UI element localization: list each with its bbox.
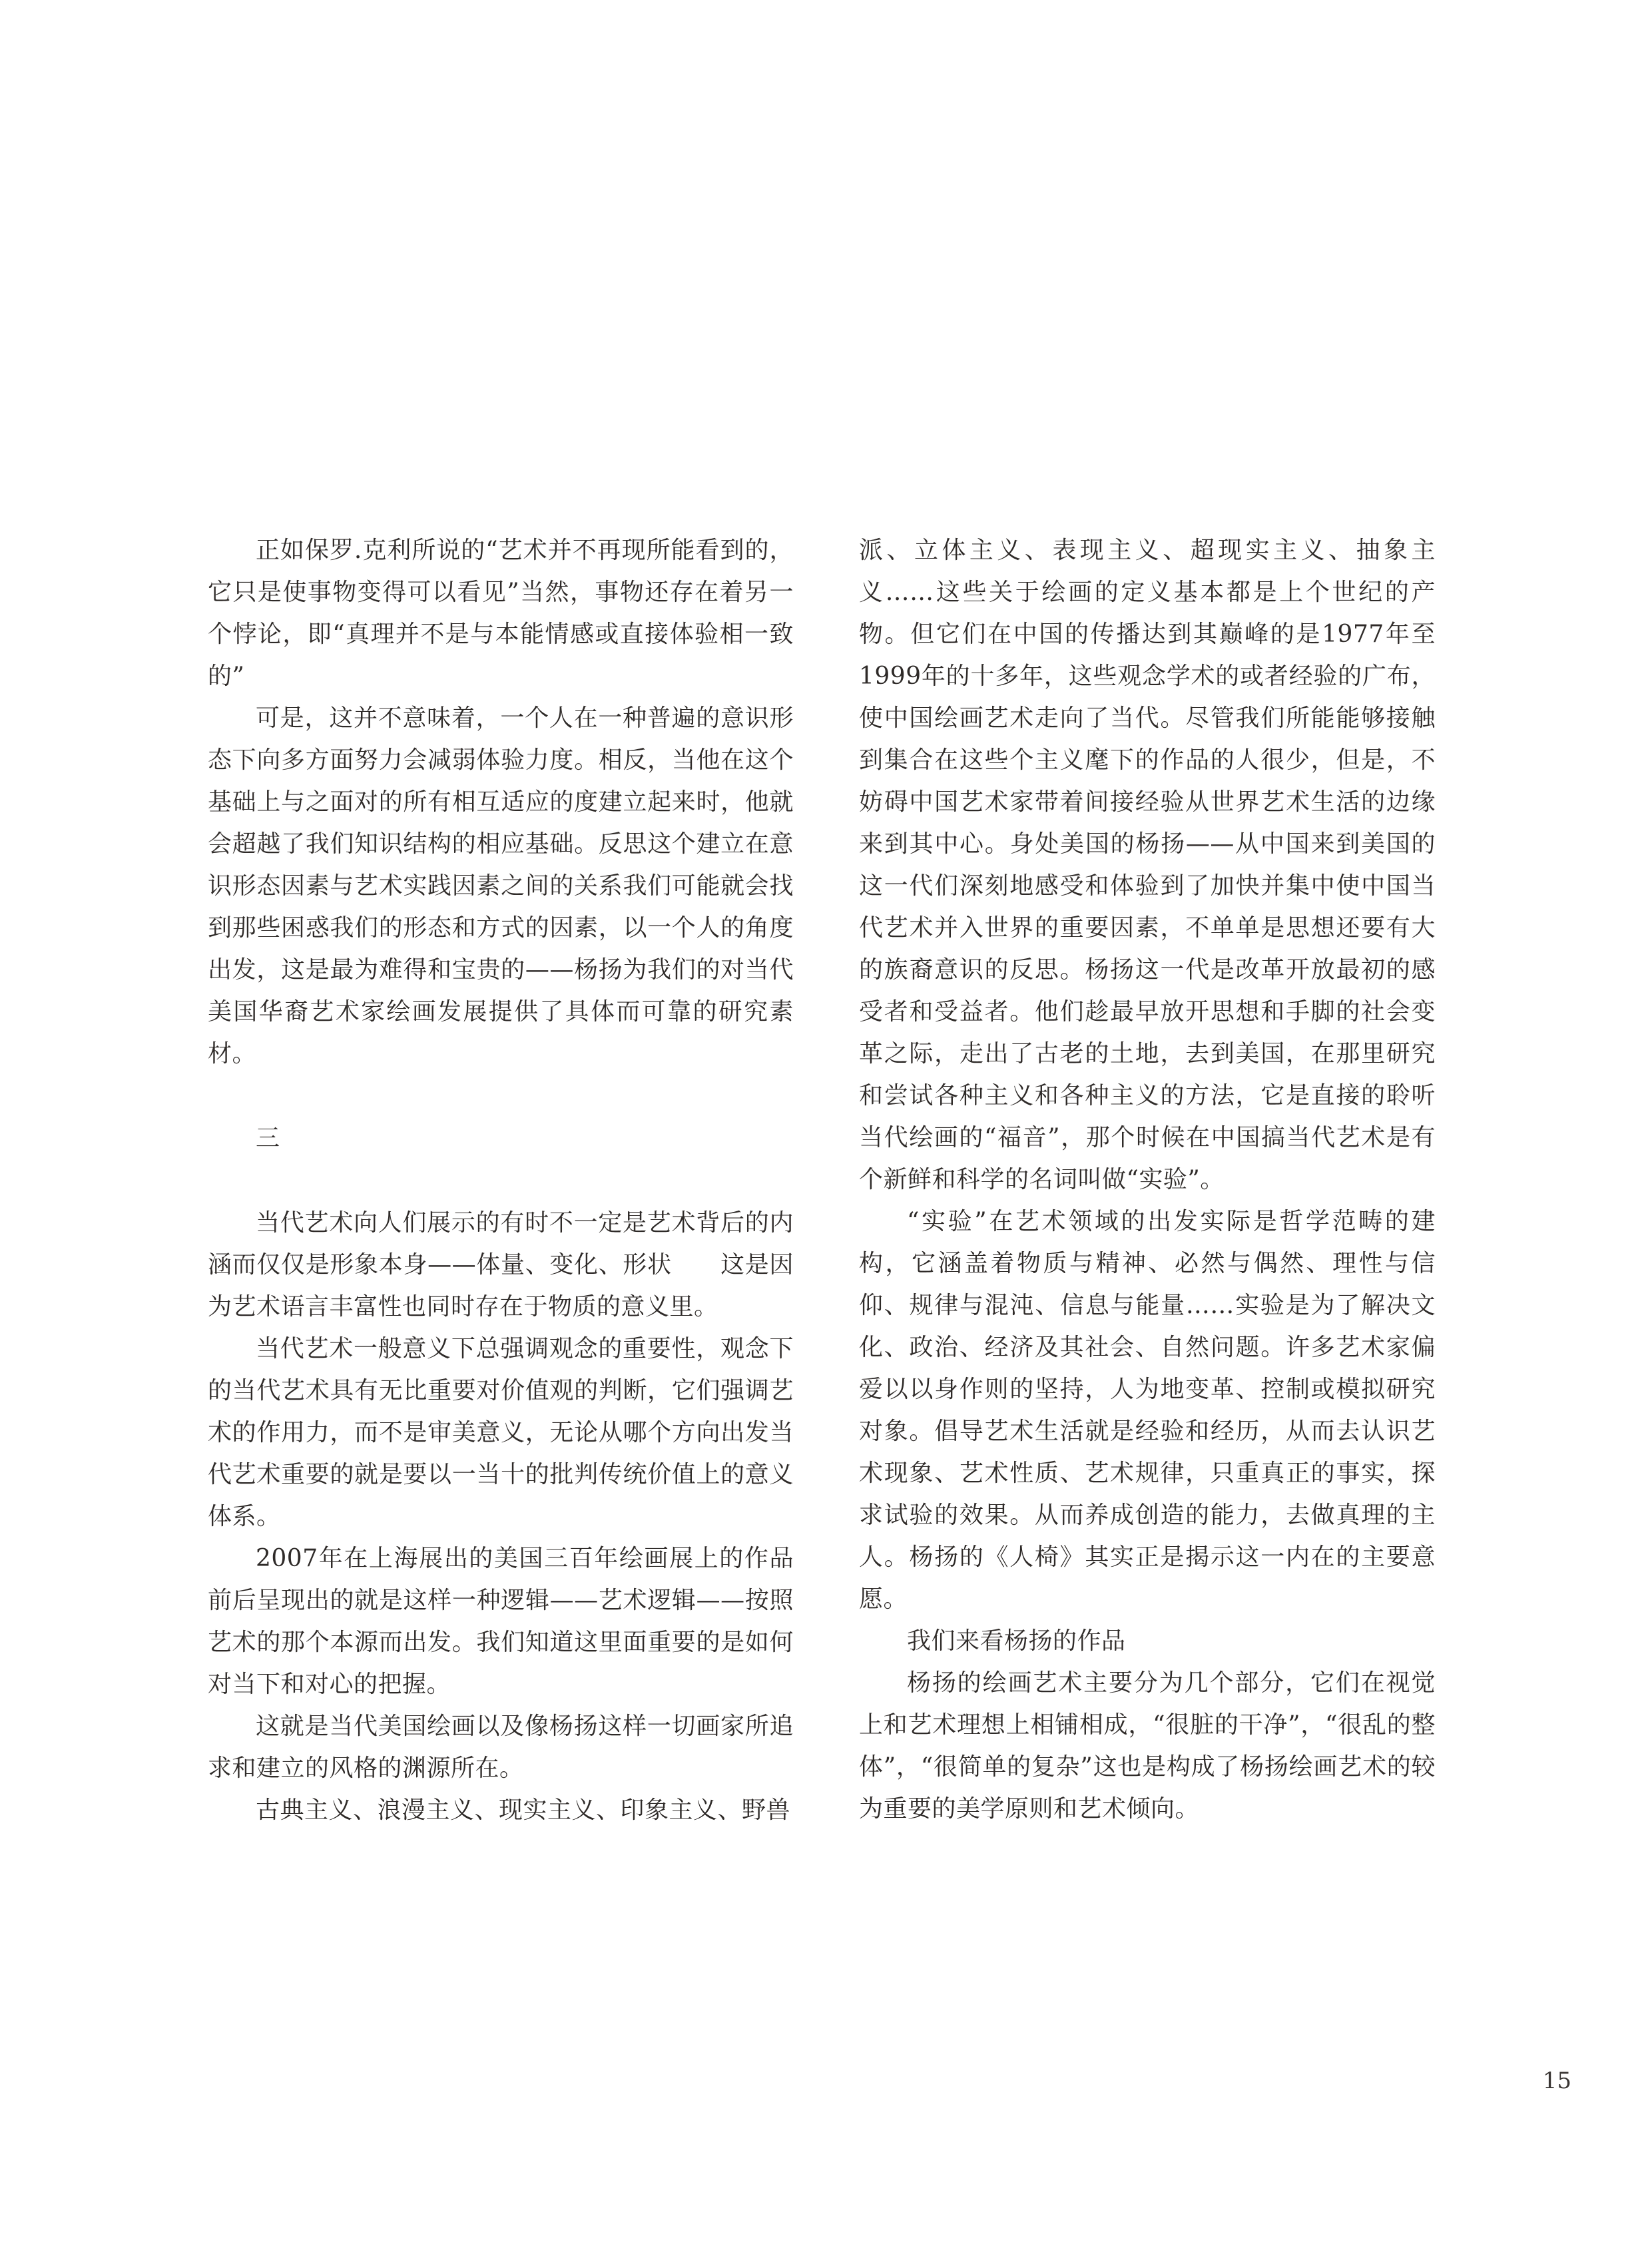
paragraph-isms-continued: 派、立体主义、表现主义、超现实主义、抽象主义……这些关于绘画的定义基本都是上个世纪的产物。但它们在中国的传播达到其巅峰的是1977年至1999年的十多年，这些观念学术的或者经验的广布，使中国绘画艺术走向了当代。尽管我们所能能够接触到集合在这些个主义麾下的作品的人很少，但是，不妨碍中国艺术家带着间接经验从世界艺术生活的边缘来到其中心。身处美国的杨扬——从中国来到美国的这一代们深刻地感受和体验到了加快并集中使中国当代艺术并入世界的重要因素，不单单是思想还要有大的族裔意识的反思。杨扬这一代是改革开放最初的感受者和受益者。他们趁最早放开思想和手脚的社会变革之际，走出了古老的土地，去到美国，在那里研究和尝试各种主义和各种主义的方法，它是直接的聆听当代绘画的“福音”，那个时候在中国搞当代艺术是有个新鲜和科学的名词叫做“实验”。: [859, 537, 1436, 1193]
paragraph-contemporary-image: 当代艺术向人们展示的有时不一定是艺术背后的内涵而仅仅是形象本身——体量、变化、形状 这是因为艺术语言丰富性也同时存在于物质的意义里。: [208, 1209, 794, 1320]
paragraph-experiment: “实验”在艺术领域的出发实际是哲学范畴的建构，它涵盖着物质与精神、必然与偶然、理性与信仰、规律与混沌、信息与能量……实验是为了解决文化、政治、经济及其社会、自然问题。许多艺术家偏爱以以身作则的坚持，人为地变革、控制或模拟研究对象。倡导艺术生活就是经验和经历，从而去认识艺术现象、艺术性质、艺术规律，只重真正的事实，探求试验的效果。从而养成创造的能力，去做真理的主人。杨扬的《人椅》其实正是揭示这一内在的主要意愿。: [859, 1208, 1436, 1613]
paragraph-isms-start: 古典主义、浪漫主义、现实主义、印象主义、野兽: [256, 1797, 791, 1824]
paragraph-aesthetic-principles: 杨扬的绘画艺术主要分为几个部分，它们在视觉上和艺术理想上相铺相成，“很脏的干净”，“很乱的整体”，“很简单的复杂”这也是构成了杨扬绘画艺术的较为重要的美学原则和艺术倾向。: [859, 1669, 1436, 1822]
paragraph-ideology: 可是，这并不意味着，一个人在一种普遍的意识形态下向多方面努力会减弱体验力度。相反，当他在这个基础上与之面对的所有相互适应的度建立起来时，他就会超越了我们知识结构的相应基础。反思这个建立在意识形态因素与艺术实践因素之间的关系我们可能就会找到那些困惑我们的形态和方式的因素，以一个人的角度出发，这是最为难得和宝贵的——杨扬为我们的对当代美国华裔艺术家绘画发展提供了具体而可靠的研究素材。: [208, 704, 794, 1067]
paragraph-klee-quote: 正如保罗.克利所说的“艺术并不再现所能看到的，它只是使事物变得可以看见”当然，事物还存在着另一个悖论，即“真理并不是与本能情感或直接体验相一致的”: [208, 537, 794, 690]
right-text-column: [859, 529, 1436, 1830]
paragraph-shanghai-exhibition: 2007年在上海展出的美国三百年绘画展上的作品前后呈现出的就是这样一种逻辑——艺术逻辑——按照艺术的那个本源而出发。我们知道这里面重要的是如何对当下和对心的把握。: [208, 1545, 794, 1698]
section-number-three: 三: [256, 1125, 280, 1152]
page-number: 15: [1542, 2068, 1571, 2094]
left-text-column: [208, 529, 794, 1831]
paragraph-concept: 当代艺术一般意义下总强调观念的重要性，观念下的当代艺术具有无比重要对价值观的判断，它们强调艺术的作用力，而不是审美意义，无论从哪个方向出发当代艺术重要的就是要以一当十的批判传统价值上的意义体系。: [208, 1335, 794, 1530]
paragraph-style-origin: 这就是当代美国绘画以及像杨扬这样一切画家所追求和建立的风格的渊源所在。: [208, 1713, 794, 1782]
paragraph-works-intro: 我们来看杨扬的作品: [907, 1627, 1126, 1655]
